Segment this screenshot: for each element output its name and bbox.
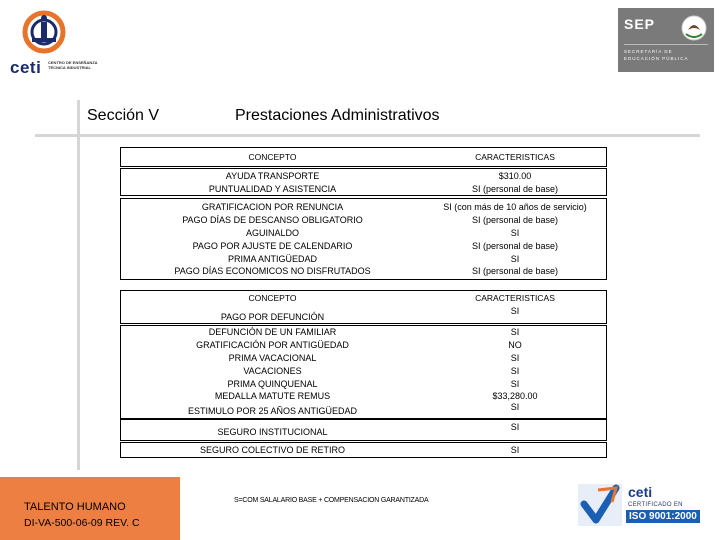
concept-cell: PAGO POR AJUSTE DE CALENDARIO [192,240,353,251]
value-cell: $310.00 [498,171,532,181]
footnote: S=COM SALALARIO BASE + COMPENSACION GARANTIZADA [234,497,429,504]
value-cell: SI (personal de base) [471,214,559,225]
concept-cell: SEGURO COLECTIVO DE RETIRO [199,445,346,455]
ceti-emblem-icon [22,10,66,54]
table-row [121,253,606,266]
value-cell: SI (con más de 10 años de servicio) [443,202,587,212]
value-cell: SI (personal de base) [471,183,559,194]
concept-cell: GRATIFICACIÓN POR ANTIGÜEDAD [196,339,349,350]
value-cell: SI [510,378,520,389]
concept-cell: PAGO DÍAS ECONOMICOS NO DISFRUTADOS [174,266,371,277]
concept-header: CONCEPTO [248,293,297,303]
concept-cell: MEDALLA MATUTE REMUS [214,391,331,402]
table-row [121,170,606,183]
value-cell: SI [510,227,520,238]
table-row [121,214,606,227]
table-block-transport [120,168,607,196]
ceti-logo [8,8,108,78]
concept-cell: ESTIMULO POR 25 AÑOS ANTIGÜEDAD [187,406,358,417]
table-block-payments [120,198,607,280]
table-row [121,183,606,196]
value-column [424,326,606,418]
characteristics-header: CARACTERISTICAS [475,293,555,303]
concept-column [121,326,424,418]
badge-certified-label: CERTIFICADO EN [628,502,683,508]
value-cell: NO [508,339,522,350]
table-row [121,240,606,253]
concept-cell: PAGO DÍAS DE DESCANSO OBLIGATORIO [182,214,363,225]
table-row [121,443,606,455]
section-label: Sección V [87,107,160,124]
value-cell: $33,280.00 [492,391,538,402]
sep-subtitle-line-1: SECRETARÍA DE [624,49,673,54]
horizontal-rule [35,134,700,137]
sep-subtitle [624,48,689,62]
badge-wordmark: ceti [628,484,653,500]
concept-cell: AGUINALDO [245,227,299,238]
concept-cell: PRIMA QUINQUENAL [227,378,318,389]
mexico-eagle-icon [680,14,708,42]
table-block-benefits [120,325,607,419]
iso-certification-badge [576,480,702,528]
table-block-header-2 [120,290,607,324]
sep-subtitle-line-2: EDUCACIÓN PÚBLICA [624,56,689,61]
checkmark-icon [576,480,624,528]
ceti-tagline: CENTRO DE ENSEÑANZA TÉCNICA INDUSTRIAL [48,60,98,70]
value-cell: SI [510,306,520,316]
characteristics-header: CARACTERISTICAS [475,152,555,162]
ceti-wordmark: ceti [10,58,42,77]
value-cell: SI [510,253,520,264]
table-block-retirement [120,442,607,458]
sep-divider [624,44,708,45]
concept-cell: GRATIFICACION POR RENUNCIA [201,202,344,212]
concept-cell: PAGO POR DEFUNCIÓN [220,312,325,322]
value-cell: SI [510,327,520,337]
table-row [121,227,606,240]
footer-department: TALENTO HUMANO [24,501,126,513]
value-cell: SI [510,352,520,363]
concept-cell: VACACIONES [243,365,302,376]
concept-cell: PUNTUALIDAD Y ASISTENCIA [208,183,337,194]
concept-cell: AYUDA TRANSPORTE [225,171,320,181]
vertical-rule [77,100,80,470]
badge-iso-standard: ISO 9001:2000 [626,510,700,523]
concept-header: CONCEPTO [248,152,297,162]
sep-wordmark: SEP [624,16,656,32]
table-row [121,265,606,278]
value-cell: SI [510,422,520,432]
table-row [121,420,606,437]
table-block-header [120,147,607,167]
section-title: Prestaciones Administrativos [235,107,440,124]
value-cell: SI (personal de base) [471,240,559,251]
concept-cell: SEGURO INSTITUCIONAL [217,427,328,437]
value-cell: SI [510,445,520,455]
table-row [121,303,606,323]
sep-logo [618,8,714,72]
table-block-insurance [120,419,607,441]
concept-cell: DEFUNCIÓN DE UN FAMILIAR [208,327,337,337]
table-row [121,201,606,214]
value-cell: SI [510,365,520,376]
concept-cell: PRIMA VACACIONAL [228,352,317,363]
value-cell: SI [510,402,520,413]
footer-document-code: DI-VA-500-06-09 REV. C [24,517,140,529]
concept-cell: PRIMA ANTIGÜEDAD [227,253,317,264]
value-cell: SI (personal de base) [471,266,559,277]
